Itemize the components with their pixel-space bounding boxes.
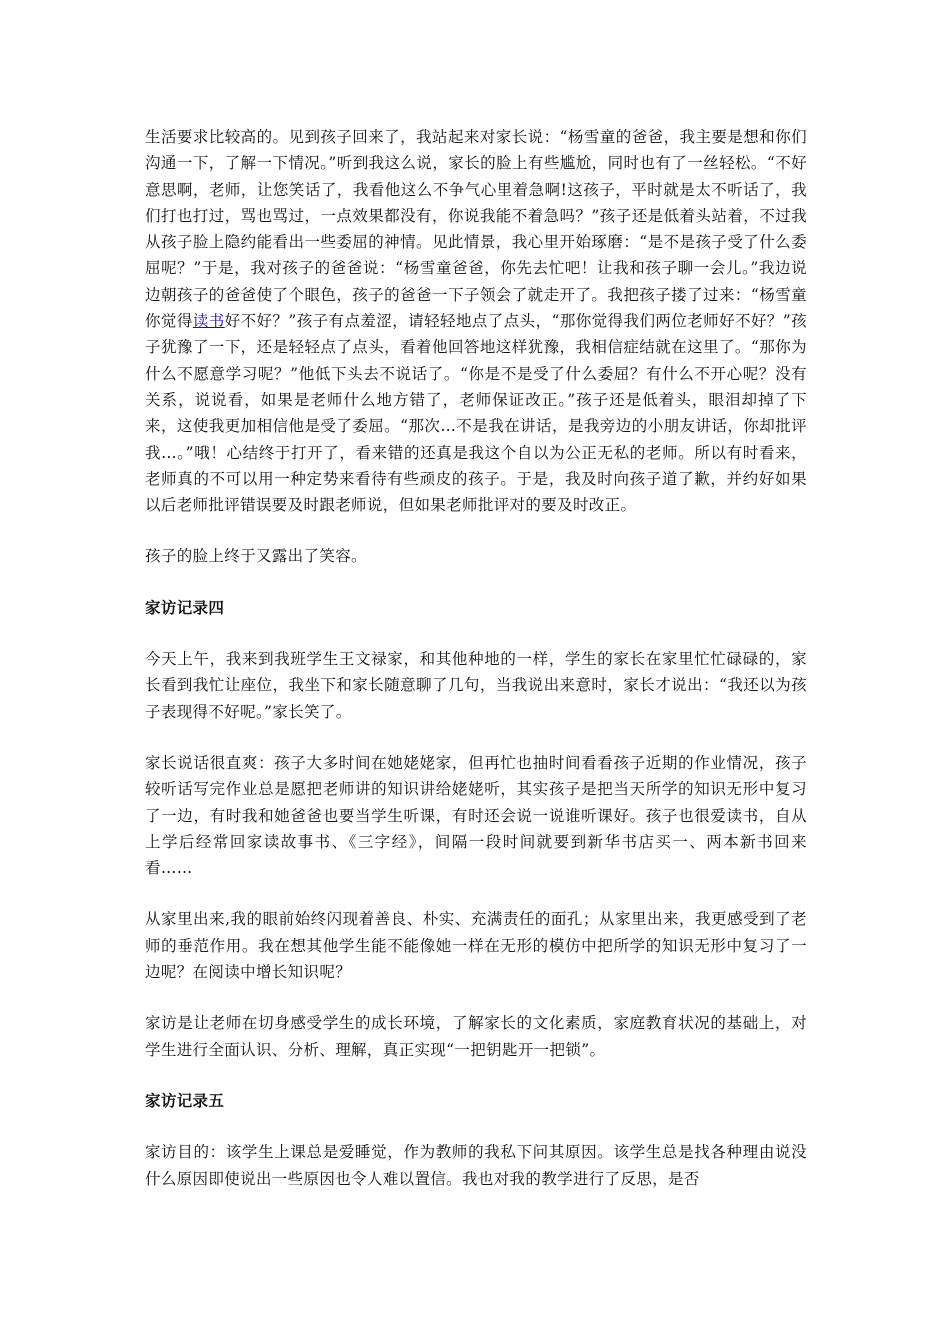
- paragraph-parent-words: 家长说话很直爽：孩子大多时间在她姥姥家，但再忙也抽时间看看孩子近期的作业情况，孩子较听话写完作业总是愿把老师讲的知识讲给姥姥听，其实孩子是把当天所学的知识无形中复习了一边，有时我和她爸爸也要当学生听课，有时还会说一说谁听课好。孩子也很爱读书，自从上学后经常回家读故事书、《三字经》，间隔一段时间就要到新华书店买一、两本新书回来看……: [145, 753, 807, 878]
- paragraph-reflection: 从家里出来,我的眼前始终闪现着善良、朴实、充满责任的面孔；从家里出来，我更感受到了老师的垂范作用。我在想其他学生能不能像她一样在无形的模仿中把所学的知识无形中复习了一边呢？在阅读中增长知识呢？: [145, 910, 807, 982]
- document-body: [145, 124, 807, 1217]
- paragraph-conclusion: 孩子的脸上终于又露出了笑容。: [145, 547, 367, 566]
- reading-link[interactable]: 读书: [192, 312, 225, 331]
- paragraph-text: 生活要求比较高的。见到孩子回来了，我站起来对家长说：“杨雪童的爸爸，我主要是想和你们沟通一下，了解一下情况。”听到我这么说，家长的脸上有些尴尬，同时也有了一丝轻松。“不好意思啊，老师，让您笑话了，我看他这么不争气心里着急啊!这孩子，平时就是太不听话了，我们打也打过，骂也骂过，一点效果都没有，你说我能不着急吗？”孩子还是低着头站着，不过我从孩子脸上隐约能看出一些委屈的神情。见此情景，我心里开始琢磨：“是不是孩子受了什么委屈呢？”于是，我对孩子的爸爸说：“杨雪童爸爸，你先去忙吧！让我和孩子聊一会儿。”我边说边朝孩子的爸爸使了个眼色，孩子的爸爸一下子领会了就走开了。我把孩子搂了过来：“杨雪童你觉得: [145, 128, 807, 331]
- paragraph-text: 好不好？”孩子有点羞涩，请轻轻地点了点头，“那你觉得我们两位老师好不好？”孩子犹豫了一下，还是轻轻点了点头，看着他回答地这样犹豫，我相信症结就在这里了。“那你为什么不愿意学习呢？”他低下头去不说话了。“你是不是受了什么委屈？有什么不开心呢？没有关系，说说看，如果是老师什么地方错了，老师保证改正。”孩子还是低着头，眼泪却掉了下来，这使我更加相信他是受了委屈。“那次…不是我在讲话，是我旁边的小朋友讲话，你却批评我…。”哦！心结终于打开了，看来错的还真是我这个自以为公正无私的老师。所以有时看来，老师真的不可以用一种定势来看待有些顽皮的孩子。于是，我及时向孩子道了歉，并约好如果以后老师批评错误要及时跟老师说，但如果老师批评对的要及时改正。: [145, 312, 807, 515]
- paragraph-visit-five-goal: 家访目的：该学生上课总是爱睡觉，作为教师的我私下问其原因。该学生总是找各种理由说没什么原因即使说出一些原因也令人难以置信。我也对我的教学进行了反思，是否: [145, 1143, 807, 1188]
- paragraph-visit-four-intro: 今天上午，我来到我班学生王文禄家，和其他种地的一样，学生的家长在家里忙忙碌碌的，家长看到我忙让座位，我坐下和家长随意聊了几句，当我说出来意时，家长才说出：“我还以为孩子表现得不好呢。”家长笑了。: [145, 650, 807, 721]
- heading-visit-record-five: 家访记录五: [145, 1090, 225, 1110]
- paragraph-visit-purpose: 家访是让老师在切身感受学生的成长环境，了解家长的文化素质，家庭教育状况的基础上，对学生进行全面认识、分析、理解，真正实现“一把钥匙开一把锁”。: [145, 1014, 807, 1059]
- paragraph-visit-three-story: [145, 124, 807, 518]
- heading-visit-record-four: 家访记录四: [145, 597, 225, 617]
